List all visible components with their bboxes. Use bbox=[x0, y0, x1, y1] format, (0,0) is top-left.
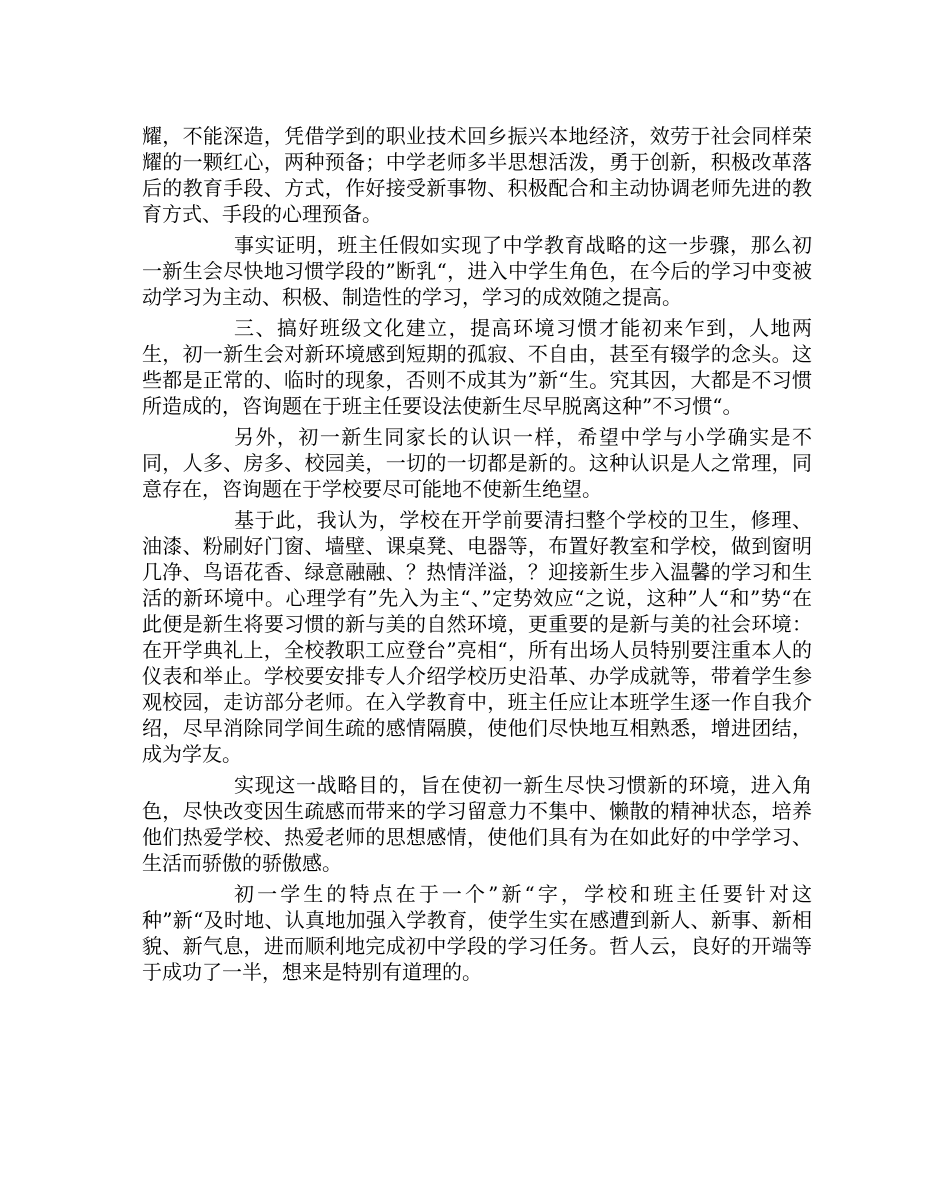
paragraph-facts-prove: 事实证明，班主任假如实现了中学教育战略的这一步骤，那么初一新生会尽快地习惯学段的”断乳“，进入中学生角色，在今后的学习中变被动学习为主动、积极、制造性的学习，学习的成效随之提高。 bbox=[142, 233, 812, 309]
paragraph-school-preparation: 基于此，我认为，学校在开学前要清扫整个学校的卫生，修理、油漆、粉刷好门窗、墙壁、课桌凳、电器等，布置好教室和学校，做到窗明几净、鸟语花香、绿意融融、？热情洋溢，？迎接新生步入温馨的学习和生活的新环境中。心理学有”先入为主“、”定势效应“之说，这种”人“和”势“在此便是新生将要习惯的新与美的自然环境，更重要的是新与美的社会环境：在开学典礼上，全校教职工应登台”亮相“，所有出场人员特别要注重本人的仪表和举止。学校要安排专人介绍学校历史沿革、办学成就等，带着学生参观校园，走访部分老师。在入学教育中，班主任应让本班学生逐一作自我介绍，尽早消除同学间生疏的感情隔膜，使他们尽快地互相熟悉，增进团结，成为学友。 bbox=[142, 508, 812, 766]
paragraph-parents-expectation: 另外，初一新生同家长的认识一样，希望中学与小学确实是不同，人多、房多、校园美，一切的一切都是新的。这种认识是人之常理，同意存在，咨询题在于学校要尽可能地不使新生绝望。 bbox=[142, 425, 812, 501]
paragraph-conclusion: 初一学生的特点在于一个”新“字，学校和班主任要针对这种”新“及时地、认真地加强入学教育，使学生实在感遭到新人、新事、新相貌、新气息，进而顺利地完成初中学段的学习任务。哲人云，良好的开端等于成功了一半，想来是特别有道理的。 bbox=[142, 882, 812, 984]
paragraph-class-culture: 三、搞好班级文化建立，提高环境习惯才能初来乍到，人地两生，初一新生会对新环境感到短期的孤寂、不自由，甚至有辍学的念头。这些都是正常的、临时的现象，否则不成其为”新“生。究其因，大都是不习惯所造成的，咨询题在于班主任要设法使新生尽早脱离这种”不习惯“。 bbox=[142, 316, 812, 418]
paragraph-strategy-goal: 实现这一战略目的，旨在使初一新生尽快习惯新的环境，进入角色，尽快改变因生疏感而带来的学习留意力不集中、懒散的精神状态，培养他们热爱学校、热爱老师的思想感情，使他们具有为在如此好的中学学习、生活而骄傲的骄傲感。 bbox=[142, 773, 812, 875]
document-body bbox=[142, 123, 812, 990]
paragraph-continuation: 耀，不能深造，凭借学到的职业技术回乡振兴本地经济，效劳于社会同样荣耀的一颗红心，两种预备；中学老师多半思想活泼，勇于创新，积极改革落后的教育手段、方式，作好接受新事物、积极配合和主动协调老师先进的教育方式、手段的心理预备。 bbox=[142, 124, 812, 226]
